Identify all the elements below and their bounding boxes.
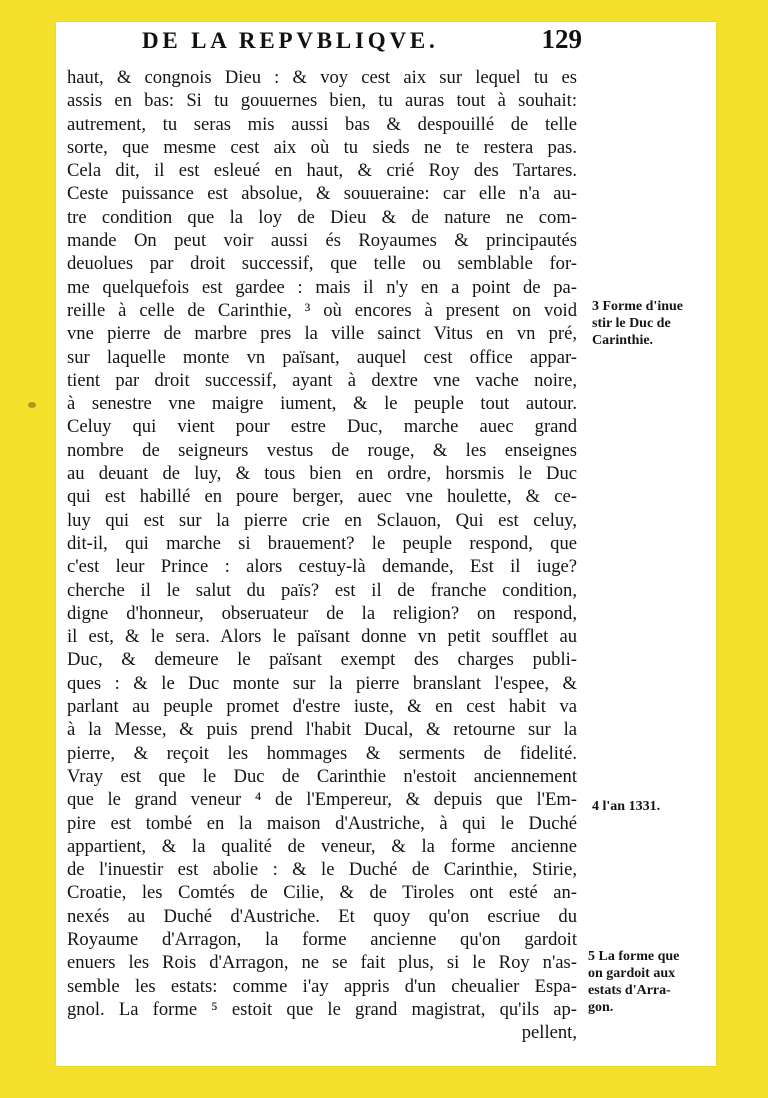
text-line: digne d'honneur, obseruateur de la religion? on respond, — [67, 602, 577, 624]
body-text — [67, 66, 577, 1044]
text-line: sur laquelle monte vn païsant, auquel cest office appar- — [67, 346, 577, 368]
text-line: semble les estats: comme i'ay appris d'un cheualier Espa- — [67, 975, 577, 997]
text-line: enuers les Rois d'Arragon, ne se fait plus, si le Roy n'as- — [67, 952, 577, 974]
margin-note-line: Carinthie. — [592, 333, 654, 348]
text-line: appartient, & la qualité de veneur, & la forme ancienne — [67, 835, 577, 857]
text-line: deuolues par droit successif, que telle ou semblable for- — [67, 253, 577, 275]
text-line: mande On peut voir aussi és Royaumes & principautés — [67, 230, 577, 252]
text-line: autrement, tu seras mis aussi bas & despouillé de telle — [67, 113, 577, 135]
text-line: qui est habillé en poure berger, auec vne houlette, & ce- — [67, 486, 577, 508]
text-line: sorte, que mesme cest aix où tu sieds ne te restera pas. — [67, 136, 577, 158]
text-line: à la Messe, & puis prend l'habit Ducal, & retourne sur la — [67, 719, 577, 741]
margin-note-line: gon. — [588, 1000, 614, 1015]
text-line: Ceste puissance est absolue, & souueraine: car elle n'a au- — [67, 183, 577, 205]
text-line: ques : & le Duc monte sur la pierre branslant l'espee, & — [67, 672, 577, 694]
text-line: assis en bas: Si tu gouuernes bien, tu auras tout à souhait: — [67, 90, 577, 112]
text-line: Cela dit, il est esleué en haut, & crié Roy des Tartares. — [67, 160, 577, 182]
margin-note-5 — [588, 948, 679, 1016]
text-line: cherche il le salut du païs? est il de franche condition, — [67, 579, 577, 601]
text-line: pellent, — [521, 1022, 577, 1044]
text-line: reille à celle de Carinthie, ³ où encores à present on void — [67, 299, 577, 321]
text-line: que le grand veneur ⁴ de l'Empereur, & depuis que l'Em- — [67, 789, 577, 811]
running-title: DE LA REPVBLIQVE. — [142, 28, 439, 53]
text-line: pire est tombé en la maison d'Austriche, à qui le Duché — [67, 812, 577, 834]
text-line: tient par droit successif, ayant à dextre vne vache noire, — [67, 369, 577, 391]
text-line: de l'inuestir est abolie : & le Duché de Carinthie, Stirie, — [67, 859, 577, 881]
page-stain — [28, 402, 36, 408]
text-line: c'est leur Prince : alors cestuy-là demande, Est il iuge? — [67, 556, 577, 578]
margin-note-line: estats d'Arra- — [588, 983, 671, 998]
margin-note-3 — [592, 298, 683, 349]
text-line: parlant au peuple promet d'estre iuste, & en cest habit va — [67, 696, 577, 718]
margin-note-line: 4 l'an 1331. — [592, 799, 661, 814]
text-line: tre condition que la loy de Dieu & de nature ne com- — [67, 206, 577, 228]
text-line: à senestre vne maigre iument, & le peuple tout autour. — [67, 393, 577, 415]
text-line: au deuant de luy, & tous bien en ordre, horsmis le Duc — [67, 463, 577, 485]
margin-note-line: on gardoit aux — [588, 966, 676, 981]
margin-note-4 — [592, 798, 660, 815]
margin-note-line: stir le Duc de — [592, 316, 671, 331]
text-line: me quelquefois est gardee : mais il n'y en a point de pa- — [67, 276, 577, 298]
text-line: nexés au Duché d'Austriche. Et quoy qu'on escriue du — [67, 905, 577, 927]
text-line: vne pierre de marbre pres la ville sainct Vitus en vn pré, — [67, 323, 577, 345]
text-line: Croatie, les Comtés de Cilie, & de Tiroles ont esté an- — [67, 882, 577, 904]
text-line: haut, & congnois Dieu : & voy cest aix sur lequel tu es — [67, 67, 577, 88]
text-line: Duc, & demeure le païsant exempt des charges publi- — [67, 649, 577, 671]
page-header — [142, 24, 582, 58]
page-number: 129 — [541, 24, 582, 54]
text-line: gnol. La forme ⁵ estoit que le grand magistrat, qu'ils ap- — [67, 998, 577, 1020]
text-line: Royaume d'Arragon, la forme ancienne qu'on gardoit — [67, 928, 577, 950]
text-line: il est, & le sera. Alors le païsant donne vn petit soufflet au — [67, 626, 577, 648]
text-line: nombre de seigneurs vestus de rouge, & les enseignes — [67, 439, 577, 461]
text-line: dit-il, qui marche si brauement? le peuple respond, que — [67, 532, 577, 554]
text-line: luy qui est sur la pierre crie en Sclauon, Qui est celuy, — [67, 509, 577, 531]
text-line: pierre, & reçoit les hommages & serments de fidelité. — [67, 742, 577, 764]
margin-note-line: 5 La forme que — [588, 949, 680, 964]
text-line: Celuy qui vient pour estre Duc, marche auec grand — [67, 416, 577, 438]
margin-note-line: 3 Forme d'inue — [592, 299, 683, 314]
text-line: Vray est que le Duc de Carinthie n'estoit anciennement — [67, 765, 577, 787]
